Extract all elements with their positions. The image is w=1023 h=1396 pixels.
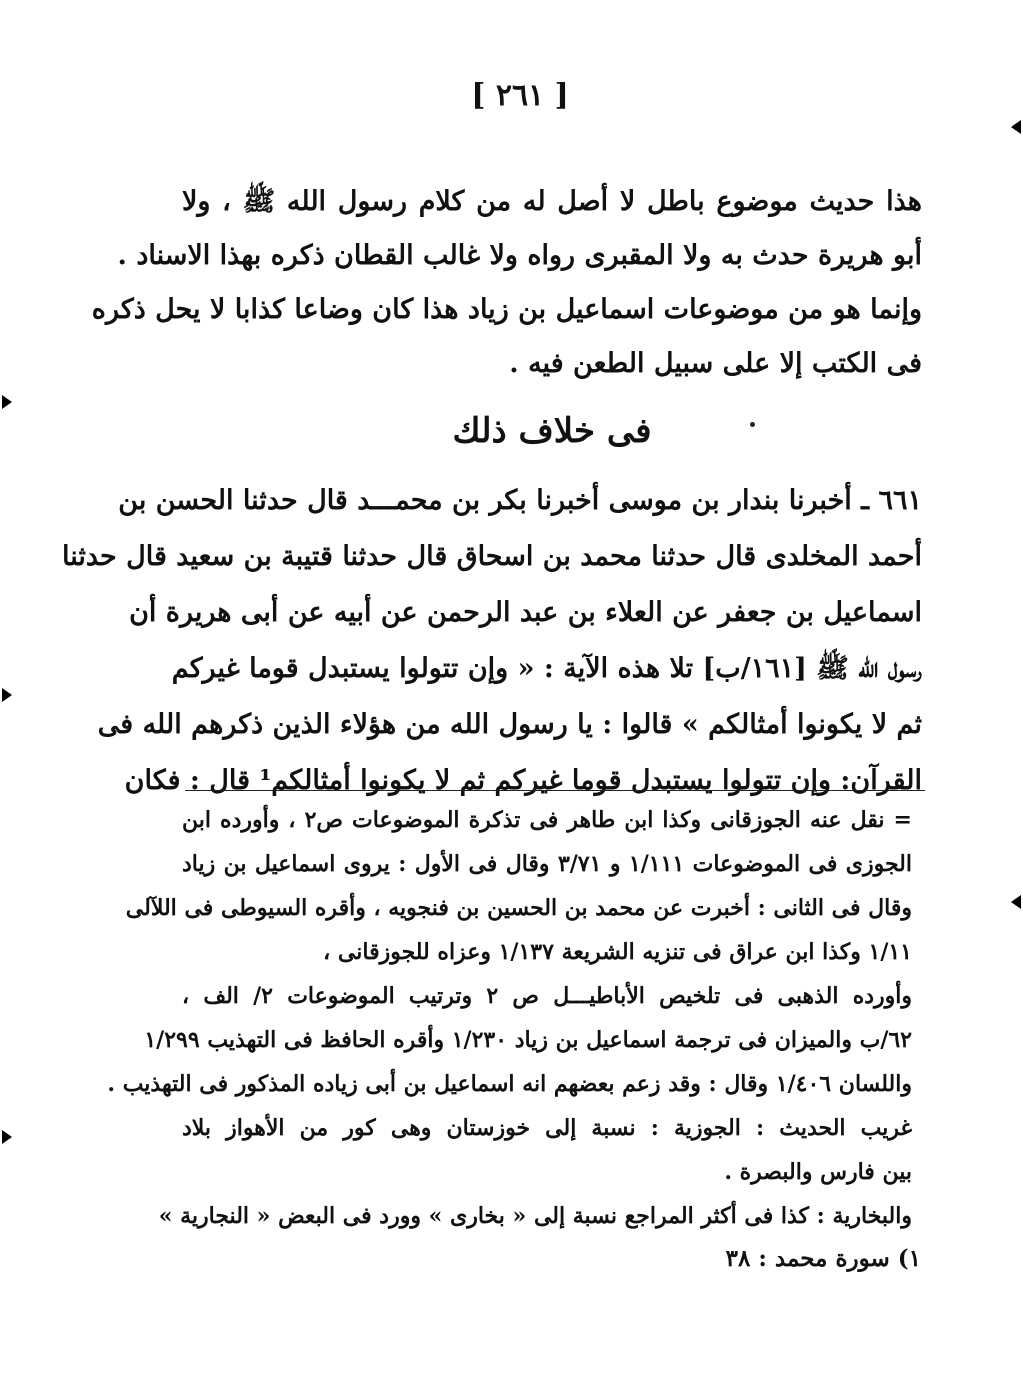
note-line: ١/١١ وكذا ابن عراق فى تنزيه الشريعة ١/١٣٧ وعزاه للجوزقانى ، xyxy=(323,939,912,965)
note-line: واللسان ١/٤٠٦ وقال : وقد زعم بعضهم انه اسماعيل بن أبى زياده المذكور فى التهذيب . xyxy=(107,1071,912,1097)
hadith-line: ثم لا يكونوا أمثالكم » قالوا : يا رسول الله من هؤلاء الذين ذكرهم الله فى xyxy=(97,709,922,740)
section-heading: فى خلاف ذلك xyxy=(452,411,652,451)
main-text xyxy=(61,175,922,809)
hadith-line: رسول الله ﷺ [١٦١/ب] تلا هذه الآية : « وإن تتولوا يستبدل قوما غيركم xyxy=(171,653,922,684)
scan-edge-mark xyxy=(2,688,12,702)
scan-edge-mark xyxy=(2,1130,12,1144)
note-line: والبخارية : كذا فى أكثر المراجع نسبة إلى « بخارى » وورد فى البعض « النجارية » xyxy=(158,1203,912,1229)
hadith-text xyxy=(61,473,922,809)
hadith-line: القرآن: وإن تتولوا يستبدل قوما غيركم ثم لا يكونوا أمثالكم¹ قال : فكان xyxy=(124,765,922,796)
note-line: وأورده الذهبى فى تلخيص الأباطيـــل ص ٢ وترتيب الموضوعات ٢/ الف ، xyxy=(182,983,913,1009)
scan-edge-mark xyxy=(1011,895,1021,909)
footnote: ١) سورة محمد : ٣٨ xyxy=(725,1245,921,1272)
note-line: ٦٢/ب والميزان فى ترجمة اسماعيل بن زياد ١/٢٣٠ وأقره الحافظ فى التهذيب ١/٢٩٩ xyxy=(144,1027,912,1053)
intro-line: فى الكتب إلا على سبيل الطعن فيه . xyxy=(509,348,922,379)
page-number: [ ٢٦١ ] xyxy=(471,78,569,113)
scan-edge-mark xyxy=(2,395,12,409)
notes-separator xyxy=(185,790,925,791)
note-line: بين فارس والبصرة . xyxy=(724,1159,912,1185)
scan-edge-mark xyxy=(1011,120,1021,134)
intro-line: أبو هريرة حدث به ولا المقبرى رواه ولا غالب القطان ذكره بهذا الاسناد . xyxy=(117,240,922,271)
notes-section xyxy=(107,798,913,1238)
note-line: وقال فى الثانى : أخبرت عن محمد بن الحسين بن فنجويه ، وأقره السيوطى فى اللآلى xyxy=(125,895,912,921)
note-line: الجوزى فى الموضوعات ١/١١١ و ٣/٧١ وقال فى الأول : يروى اسماعيل بن زياد xyxy=(182,851,912,877)
note-line: = نقل عنه الجوزقانى وكذا ابن طاهر فى تذكرة الموضوعات ص٢ ، وأورده ابن xyxy=(182,807,912,833)
hadith-line: اسماعيل بن جعفر عن العلاء بن عبد الرحمن عن أبيه عن أبى هريرة أن xyxy=(129,597,922,628)
scan-speck xyxy=(750,422,755,427)
note-line: غريب الحديث : الجوزية : نسبة إلى خوزستان وهى كور من الأهواز بلاد xyxy=(182,1115,912,1141)
intro-line: وإنما هو من موضوعات اسماعيل بن زياد هذا كان وضاعا كذابا لا يحل ذكره xyxy=(91,294,922,325)
hadith-line: ٦٦١ ـ أخبرنا بندار بن موسى أخبرنا بكر بن محمـــد قال حدثنا الحسن بن xyxy=(118,485,922,516)
intro-line: هذا حديث موضوع باطل لا أصل له من كلام رسول الله ﷺ ، ولا xyxy=(182,186,922,217)
hadith-line: أحمد المخلدى قال حدثنا محمد بن اسحاق قال حدثنا قتيبة بن سعيد قال حدثنا xyxy=(61,541,922,572)
